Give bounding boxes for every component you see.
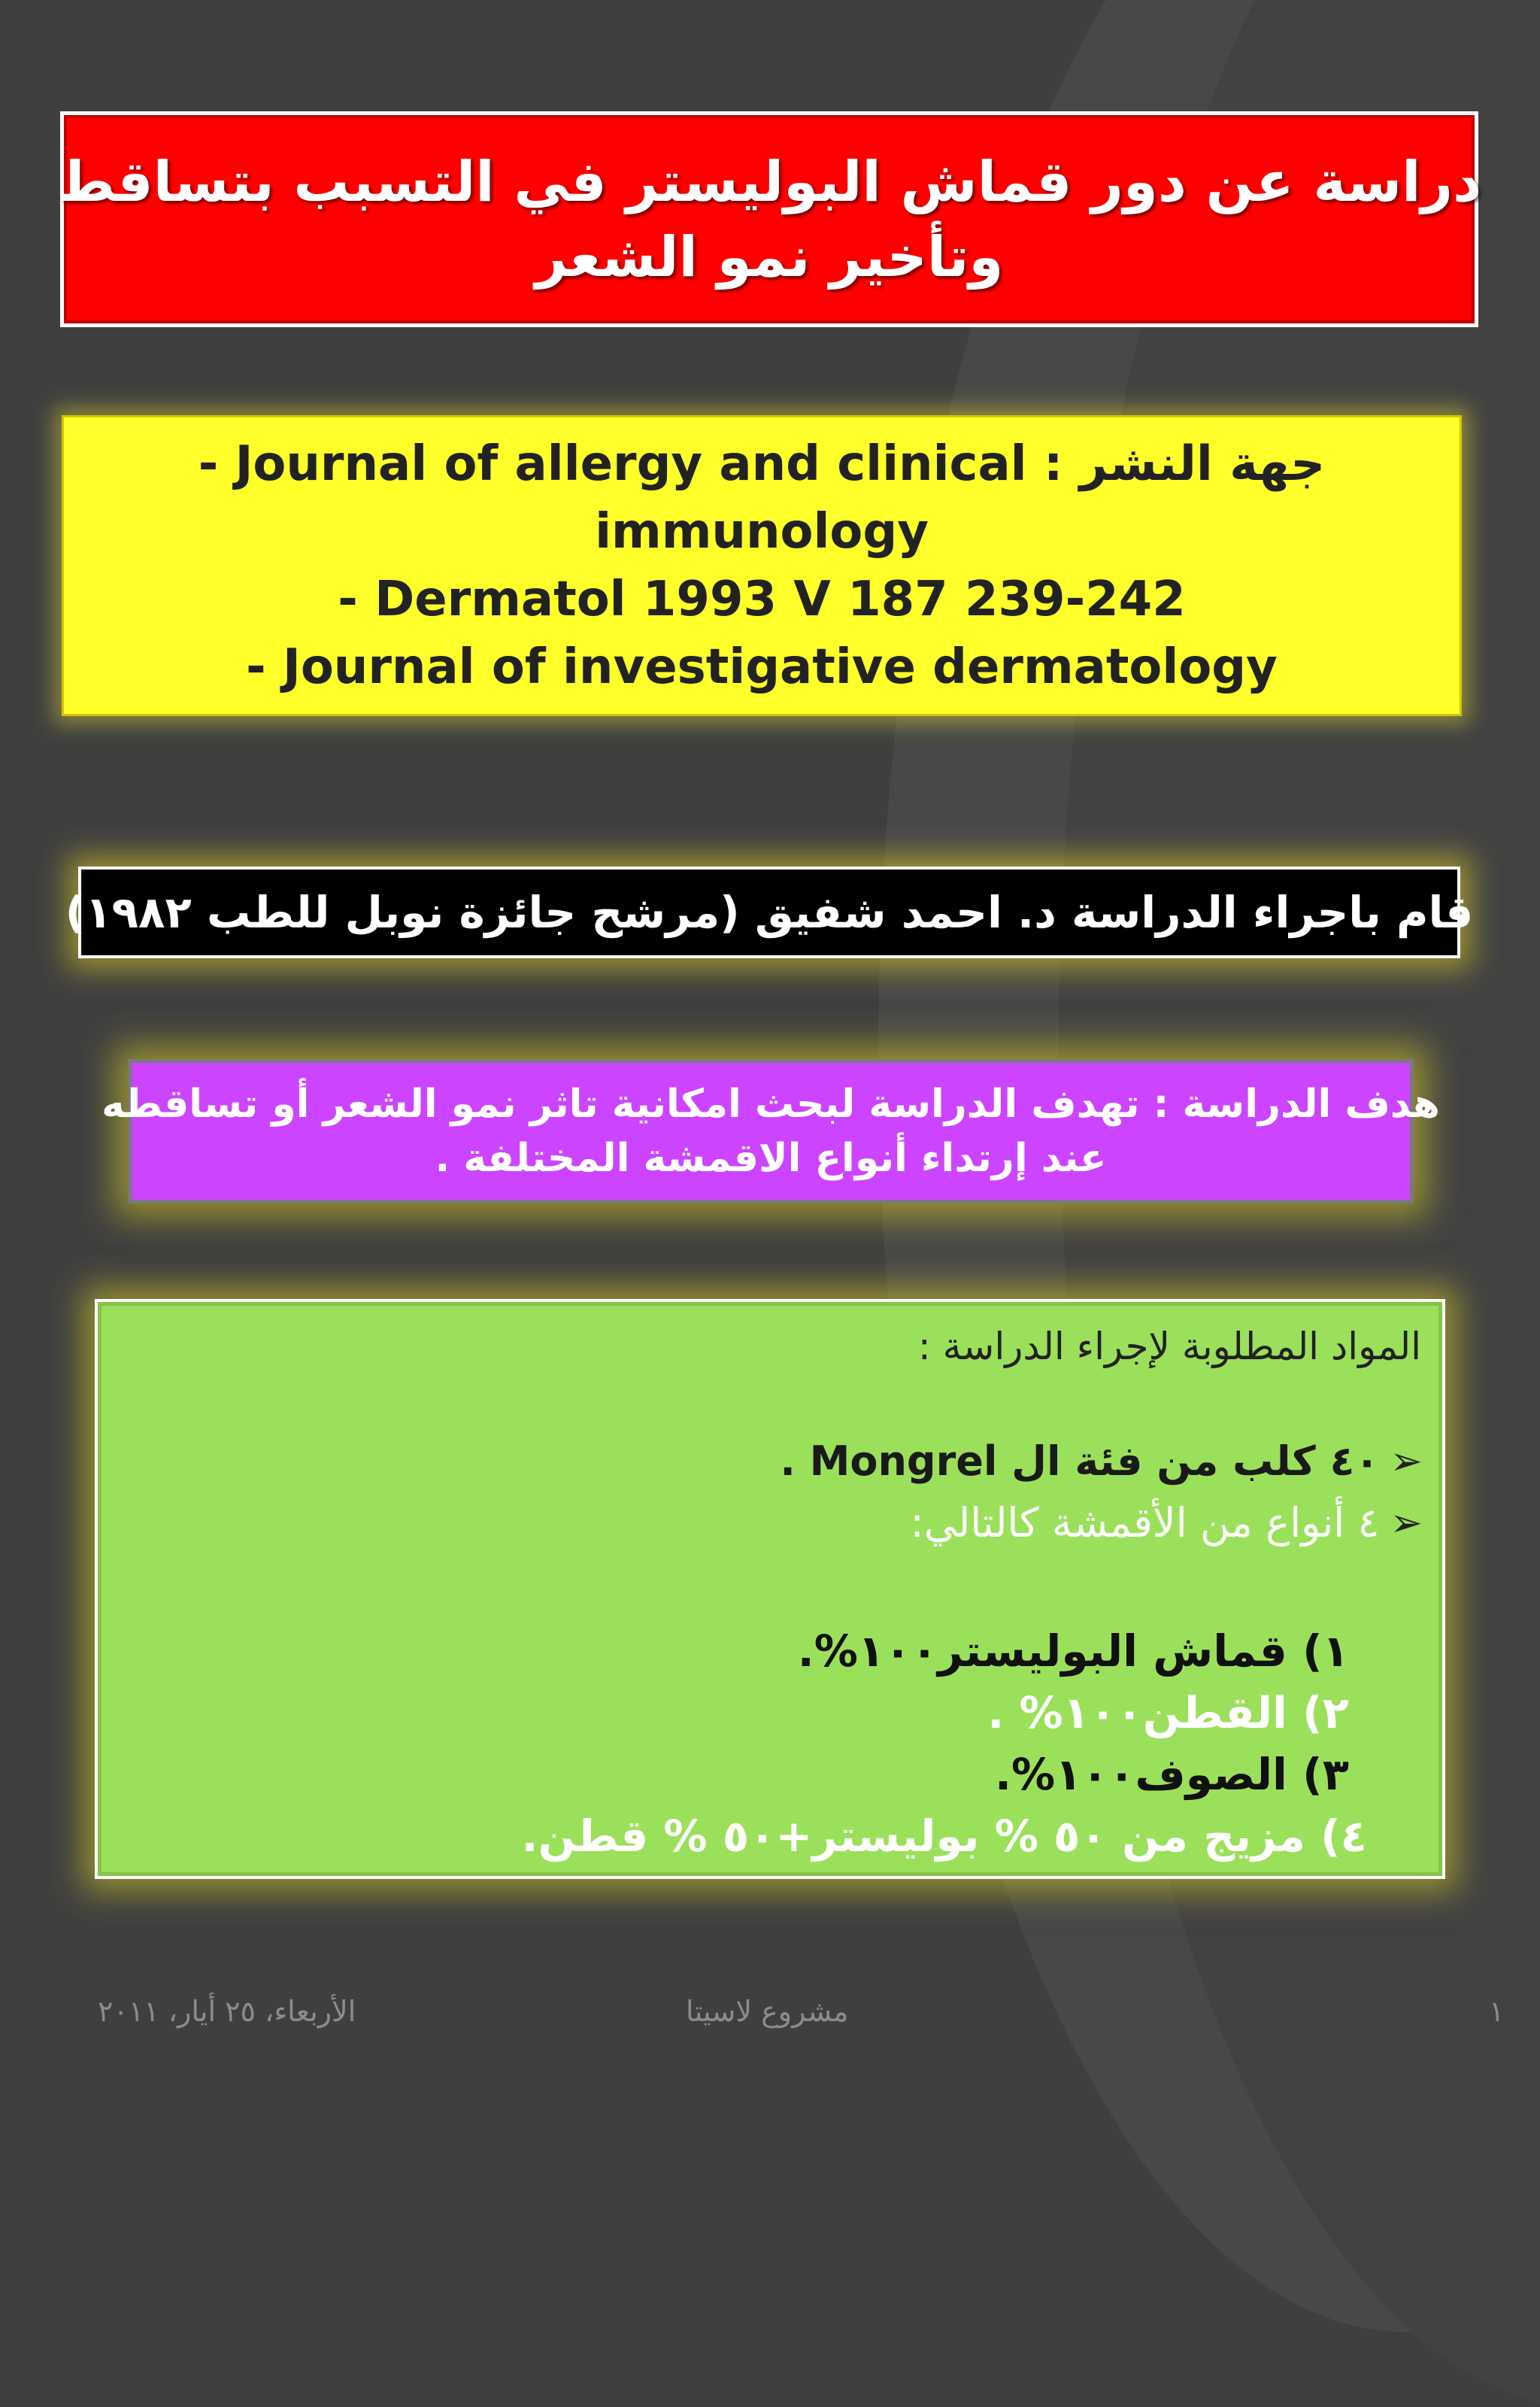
footer-title: مشروع لاسيتا <box>686 1995 849 2028</box>
publisher-line-4: - Journal of investigative dermatology <box>246 639 1278 695</box>
title-line-2: وتأخير نمو الشعر <box>535 224 1004 290</box>
publisher-line-2: immunology <box>595 504 929 560</box>
fabric-item-wool: ٣) الصوف١٠٠%. <box>994 1749 1349 1800</box>
title-box <box>56 111 1482 327</box>
materials-bullet-dogs-text: ٤٠ كلب من فئة ال Mongrel . <box>780 1437 1380 1485</box>
publisher-line-1: - Journal of allergy and clinical : جهة النشر <box>198 436 1326 492</box>
author-box <box>65 867 1474 958</box>
goal-line-1: هدف الدراسة : تهدف الدراسة لبحث امكانية تاثر نمو الشعر أو تساقطه <box>102 1082 1440 1127</box>
title-line-1: دراسة عن دور قماش البوليستر في التسبب بتساقط <box>56 149 1482 214</box>
footer-date: الأربعاء، ٢٥ أيار، ٢٠١١ <box>98 1995 356 2028</box>
slide-number: ١ <box>1489 1995 1505 2028</box>
materials-bullet-dogs <box>780 1437 1423 1485</box>
publisher-line-3: - Dermatol 1993 V 187 239-242 <box>338 572 1186 627</box>
fabric-item-blend: ٤) مزيج من ٥٠ % بوليستر+٥٠ % قطن. <box>521 1811 1367 1862</box>
arrow-bullet-icon: ➢ <box>1390 1438 1423 1484</box>
materials-bullet-fabrics-text: ٤ أنواع من الأقمشة كالتالي: <box>910 1499 1380 1546</box>
goal-line-2: عند إرتداء أنواع الاقمشة المختلفة . <box>435 1136 1107 1181</box>
fabric-item-polyester: ١) قماش البوليستر١٠٠%. <box>797 1625 1349 1677</box>
arrow-bullet-icon: ➢ <box>1390 1500 1423 1546</box>
fabric-item-cotton: ٢) القطن١٠٠% . <box>987 1687 1349 1738</box>
materials-bullet-fabrics <box>911 1499 1423 1546</box>
goal-box <box>102 1059 1440 1204</box>
author-text: قام باجراء الدراسة د. احمد شفيق (مرشح جائزة نوبل للطب ١٩٨٢) <box>65 887 1474 938</box>
materials-heading: المواد المطلوبة لإجراء الدراسة : <box>917 1325 1421 1368</box>
materials-box <box>95 1299 1445 1879</box>
publisher-box <box>62 415 1462 716</box>
